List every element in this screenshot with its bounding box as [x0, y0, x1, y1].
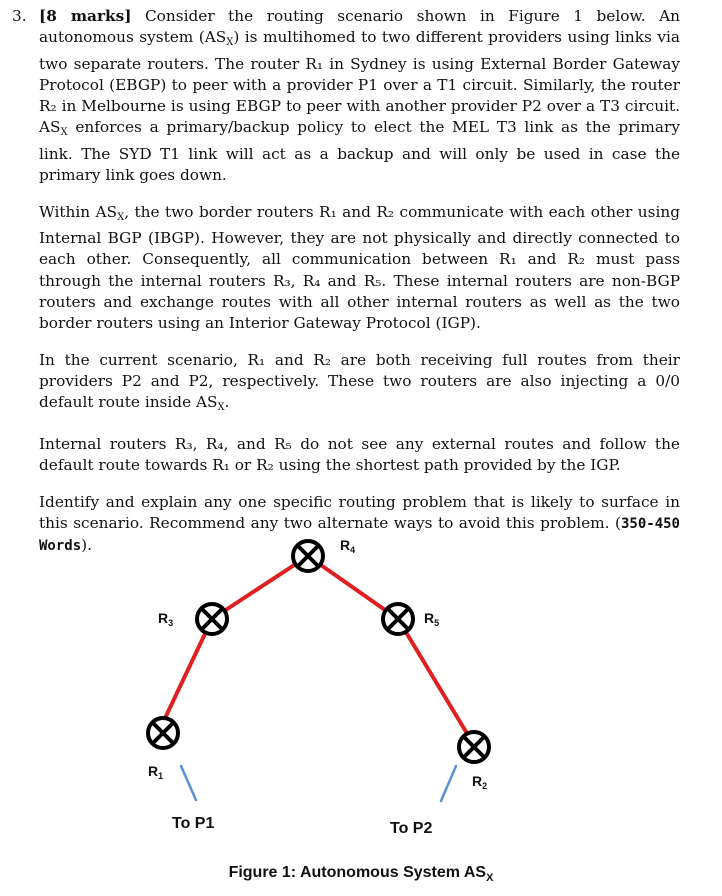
router-r3	[197, 604, 227, 634]
question-number: 3.	[12, 7, 27, 25]
p2-text-b: , the two border routers R₁ and R₂ communicate with each other using Internal BGP (IBGP). However, they are not physically and directly connected to each other. Consequently, all communication between R₁ and R₂ must pass through the internal routers R₃, R₄ and R₅. These internal routers are non-BGP routers and exchange routes with all other internal routers as well as the two border routers using an Interior Gateway Protocol (IGP).	[39, 202, 680, 333]
p3-text-b: .	[224, 393, 230, 412]
router-r1	[148, 718, 178, 748]
label-to-p2: To P2	[390, 820, 433, 837]
link-r1-p1	[181, 766, 196, 800]
p3-text-a: In the current scenario, R₁ and R₂ are both receiving full routes from their providers P2 and P2, respectively. These two routers are also injecting a 0/0 default route inside AS	[39, 350, 680, 412]
label-r2: $R_2$	[472, 773, 488, 791]
label-r4: $R_4$	[340, 537, 356, 555]
label-r3: $R_3$	[158, 610, 174, 628]
router-r2	[459, 732, 489, 762]
label-to-p1: To P1	[172, 815, 215, 832]
p5-text: Identify and explain any one specific routing problem that is likely to surface in this scenario. Recommend any two alternate ways to avoid this problem. (	[39, 492, 680, 533]
p1-sub-a: X	[226, 37, 234, 49]
label-r5: $R_5$	[424, 610, 440, 628]
link-r4-r3	[212, 556, 308, 619]
caption-sub: X	[486, 872, 494, 885]
router-r4	[293, 541, 323, 571]
figure-caption	[0, 864, 722, 884]
p1-text-c: enforces a primary/backup policy to elect the MEL T3 link as the primary link. The SYD T1 link will act as a backup and will only be used in case the primary link goes down.	[39, 118, 680, 185]
link-r5-r2	[398, 619, 474, 745]
p5-end: ).	[81, 536, 92, 555]
paragraph-1	[39, 6, 680, 186]
p1-sub-b: X	[60, 127, 68, 139]
p3-sub: X	[217, 402, 225, 414]
router-r5	[383, 604, 413, 634]
caption-text: Figure 1: Autonomous System AS	[228, 864, 487, 881]
p2-text-a: Within AS	[39, 202, 118, 221]
paragraph-3	[39, 350, 680, 419]
p1-text-a: Consider the routing scenario shown in Figure 1 below. An autonomous system (AS	[39, 7, 681, 47]
word-count: 350-450 Words	[39, 516, 680, 555]
p2-sub: X	[117, 211, 125, 223]
label-r1: $R_1$	[148, 763, 164, 781]
question-block	[12, 6, 680, 566]
link-r3-r1	[158, 619, 212, 733]
link-r2-p2	[441, 766, 456, 801]
network-diagram	[0, 520, 722, 896]
external-links	[181, 766, 456, 801]
p1-text-b: ) is multihomed to two different providers using links via two separate routers. The router R₁ in Sydney is using External Border Gateway Protocol (EBGP) to peer with a provider P1 over a T1 circuit. Similarly, the router R₂ in Melbourne is using EBGP to peer with another provider P2 over a T3 circuit. AS	[39, 28, 681, 137]
paragraph-2	[39, 202, 680, 335]
internal-links	[158, 556, 474, 745]
paragraph-4: Internal routers R₃, R₄, and R₅ do not see any external routes and follow the default route towards R₁ or R₂ using the shortest path provided by the IGP.	[39, 434, 680, 475]
marks-label: [8 marks]	[39, 7, 132, 25]
